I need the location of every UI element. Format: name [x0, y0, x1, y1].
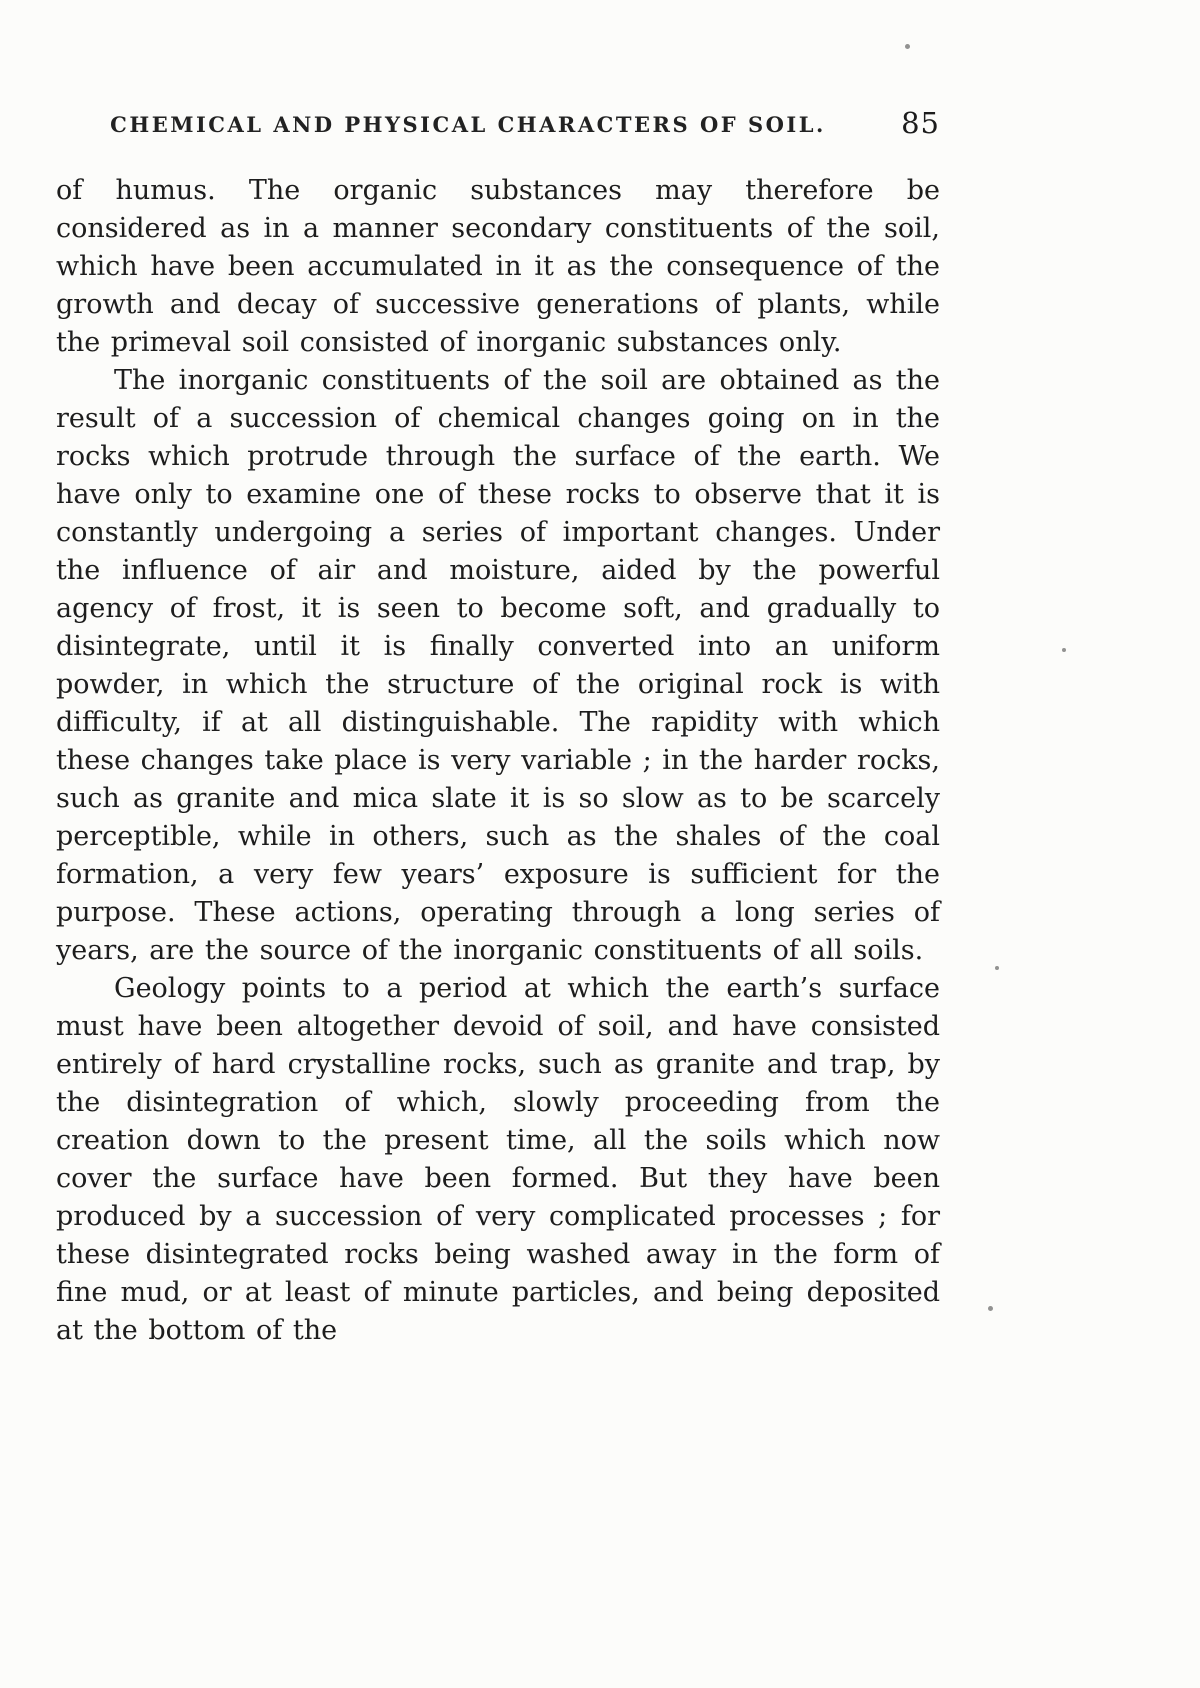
- paragraph: of humus. The organic substances may therefore be considered as in a manner secondary constituents of the soil, which have been accumulated in it as the consequence of the growth and decay of successive generations of plants, while the primeval soil consisted of inorganic substances only.: [56, 175, 940, 358]
- scan-speck: [988, 1306, 993, 1311]
- paragraph: Geology points to a period at which the earth’s surface must have been altogether devoid of soil, and have consisted entirely of hard crystalline rocks, such as granite and trap, by the disintegration of which, slowly proceeding from the creation down to the present time, all the soils which now cover the surface have been formed. But they have been produced by a succession of very complicated processes ; for these disintegrated rocks being washed away in the form of fine mud, or at least of minute particles, and being deposited at the bottom of the: [56, 973, 940, 1346]
- scan-speck: [1062, 648, 1066, 652]
- page-number: 85: [901, 106, 940, 140]
- scan-speck: [995, 966, 999, 970]
- page-body: [56, 172, 940, 1350]
- paragraph: The inorganic constituents of the soil are obtained as the result of a succession of chemical changes going on in the rocks which protrude through the surface of the earth. We have only to examine one of these rocks to observe that it is constantly undergoing a series of important changes. Under the influence of air and moisture, aided by the powerful agency of frost, it is seen to become soft, and gradually to disintegrate, until it is finally converted into an uniform powder, in which the structure of the original rock is with difficulty, if at all distinguishable. The rapidity with which these changes take place is very variable ; in the harder rocks, such as granite and mica slate it is so slow as to be scarcely perceptible, while in others, such as the shales of the coal formation, a very few years’ exposure is sufficient for the purpose. These actions, operating through a long series of years, are the source of the inorganic constituents of all soils.: [56, 365, 940, 966]
- header-title: CHEMICAL AND PHYSICAL CHARACTERS OF SOIL.: [110, 112, 826, 137]
- running-header: [56, 106, 940, 146]
- scan-speck: [905, 44, 910, 49]
